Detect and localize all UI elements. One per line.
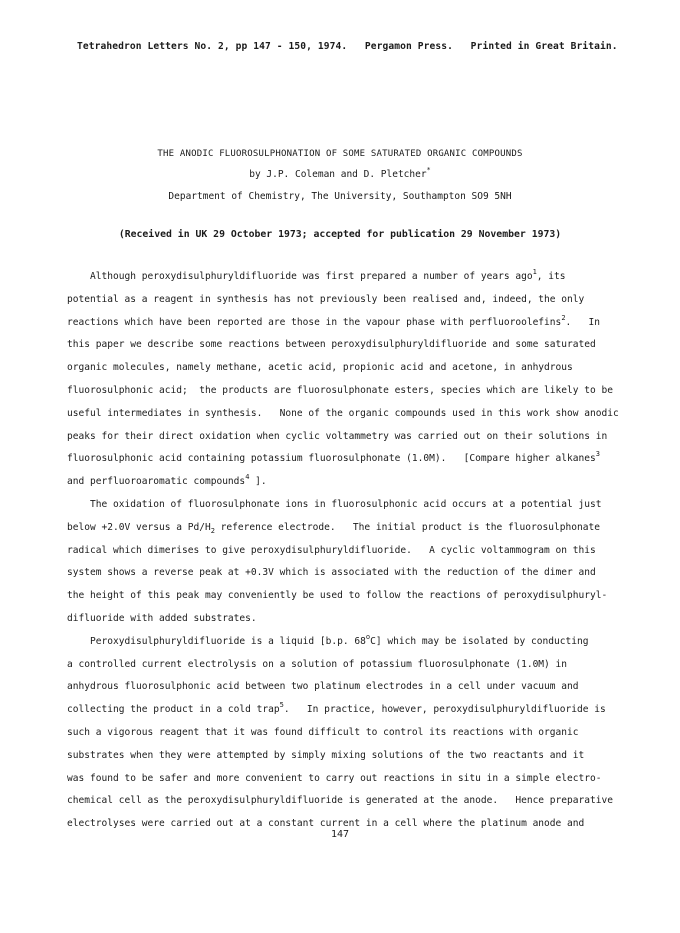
article-body [67, 266, 627, 836]
text-line: radical which dimerises to give peroxydisulphuryldifluoride. A cyclic voltammogram on this [67, 544, 596, 556]
text-line: peaks for their direct oxidation when cyclic voltammetry was carried out on their solutions in [67, 430, 608, 442]
text-run: Peroxydisulphuryldifluoride is a liquid [b.p. 68 [67, 635, 366, 647]
text-line: electrolyses were carried out at a constant current in a cell where the platinum anode and [67, 818, 585, 830]
page-number: 147 [330, 829, 350, 840]
text-line: potential as a reagent in synthesis has not previously been realised and, indeed, the only [67, 293, 585, 305]
text-run: . In [565, 316, 601, 328]
text-run: Although peroxydisulphuryldifluoride was first prepared a number of years ago [67, 271, 533, 282]
text-run: collecting the product in a cold trap [67, 704, 280, 716]
text-line: such a vigorous reagent that it was found difficult to control its reactions with organic [67, 726, 579, 738]
text-run: fluorosulphonic acid containing potassium fluorosulphonate (1.0M). [Compare higher alkanes [67, 453, 596, 465]
text-line [67, 631, 627, 654]
author-footnote-mark: * [426, 166, 431, 174]
authors-line [0, 166, 680, 180]
text-line: substrates when they were attempted by simply mixing solutions of the two reactants and it [67, 749, 585, 761]
text-line: The oxidation of fluorosulphonate ions in fluorosulphonic acid occurs at a potential just [67, 498, 602, 510]
text-line [67, 448, 627, 471]
text-line: organic molecules, namely methane, acetic acid, propionic acid and acetone, in anhydrous [67, 362, 573, 374]
text-run: and perfluoroaromatic compounds [67, 476, 246, 488]
article-title: THE ANODIC FLUOROSULPHONATION OF SOME SATURATED ORGANIC COMPOUNDS [157, 149, 523, 159]
text-line: the height of this peak may conveniently be used to follow the reactions of peroxydisulphuryl- [67, 590, 608, 602]
text-line: chemical cell as the peroxydisulphuryldifluoride is generated at the anode. Hence preparative [67, 795, 614, 807]
text-line [67, 699, 627, 722]
authors-text: by J.P. Coleman and D. Pletcher [249, 169, 427, 180]
text-run: , its [536, 271, 566, 282]
text-run: reference electrode. The initial product is the fluorosulphonate [214, 521, 601, 533]
text-line: difluoride with added substrates. [67, 612, 257, 624]
text-run: ]. [249, 476, 267, 488]
citation-superscript: 1 [532, 268, 537, 276]
text-run: . In practice, however, peroxydisulphuryldifluoride is [283, 704, 606, 716]
affiliation: Department of Chemistry, The University, Southampton SO9 5NH [168, 191, 512, 202]
text-line: system shows a reverse peak at +0.3V which is associated with the reduction of the dimer and [67, 567, 596, 579]
text-line: a controlled current electrolysis on a solution of potassium fluorosulphonate (1.0M) in [67, 658, 568, 670]
text-line [67, 266, 627, 289]
text-line: was found to be safer and more convenient to carry out reactions in situ in a simple electro- [67, 772, 602, 784]
text-line [67, 312, 627, 335]
degree-superscript: o [365, 632, 371, 641]
text-line [67, 471, 627, 494]
journal-header: Tetrahedron Letters No. 2, pp 147 - 150, 1974. Pergamon Press. Printed in Great Britain. [77, 41, 618, 52]
citation-superscript: 4 [245, 473, 250, 482]
citation-superscript: 3 [595, 450, 601, 459]
text-line: this paper we describe some reactions between peroxydisulphuryldifluoride and some saturated [67, 339, 596, 351]
text-run: C] which may be isolated by conducting [370, 635, 589, 647]
text-line: useful intermediates in synthesis. None of the organic compounds used in this work show anodic [67, 407, 619, 419]
citation-superscript: 5 [279, 701, 284, 710]
text-line [67, 517, 627, 540]
text-line: anhydrous fluorosulphonic acid between two platinum electrodes in a cell under vacuum and [67, 681, 579, 693]
text-run: reactions which have been reported are those in the vapour phase with perfluoroolefins [67, 316, 562, 328]
citation-superscript: 2 [561, 313, 566, 322]
text-run: below +2.0V versus a Pd/H [67, 521, 211, 533]
received-dates: (Received in UK 29 October 1973; accepted for publication 29 November 1973) [118, 229, 562, 240]
subscript: 2 [210, 526, 215, 535]
text-line: fluorosulphonic acid; the products are fluorosulphonate esters, species which are likely to be [67, 384, 614, 396]
